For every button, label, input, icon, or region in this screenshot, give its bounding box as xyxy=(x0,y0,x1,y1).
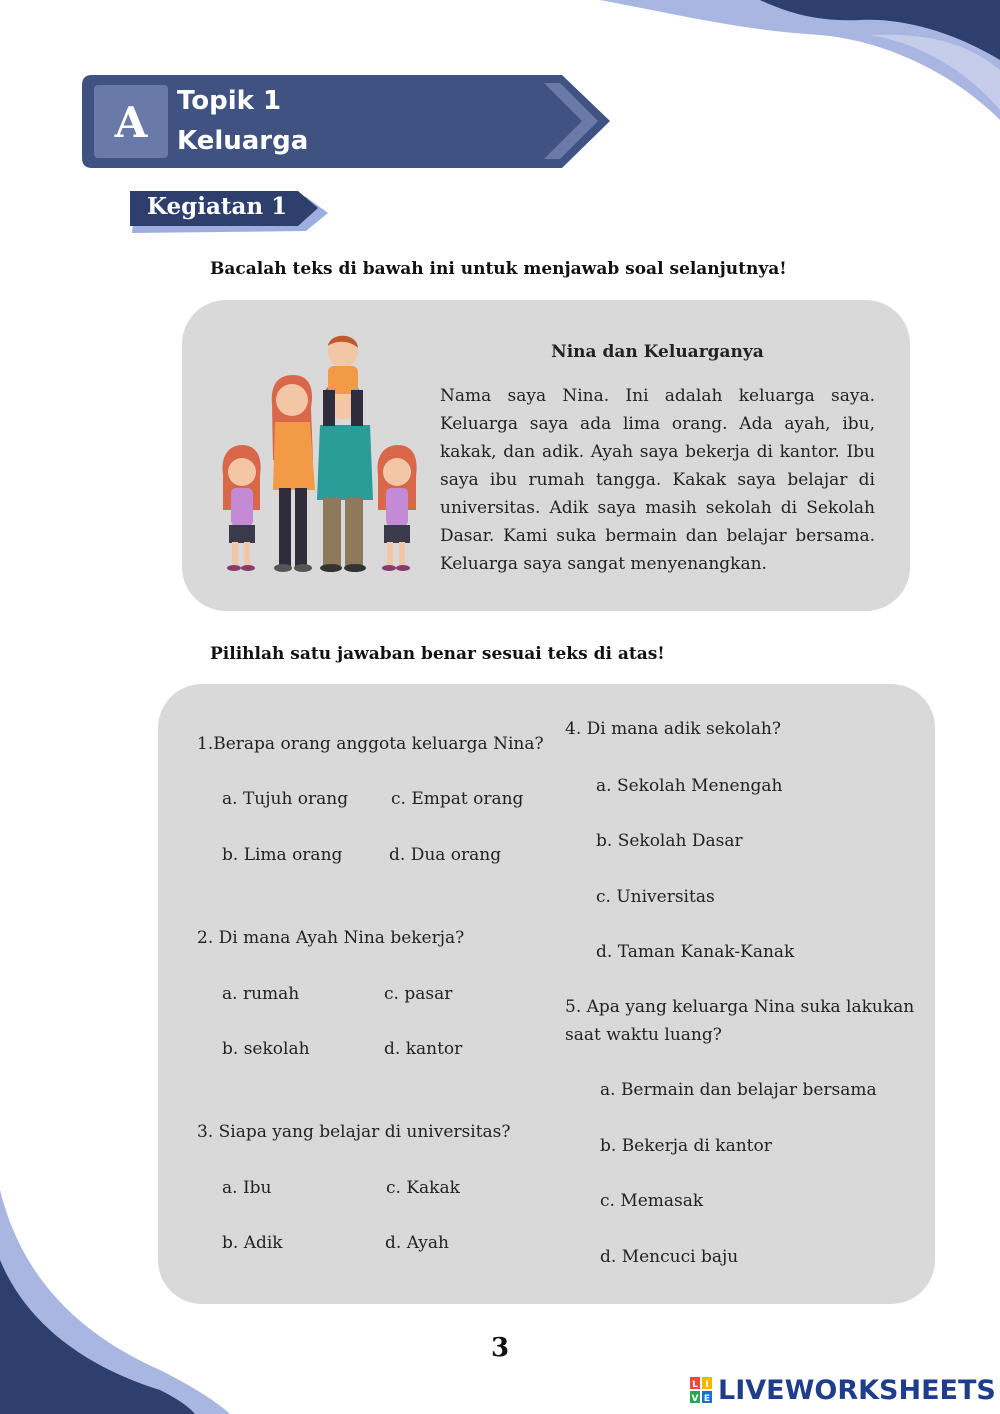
topic-title: Keluarga xyxy=(177,126,309,156)
icon-letter-e: E xyxy=(703,1394,711,1403)
question-3: 3. Siapa yang belajar di universitas? xyxy=(197,1122,511,1142)
story-text: Nama saya Nina. Ini adalah keluarga saya. Keluarga saya ada lima orang. Ada ayah, ibu, kakak, dan adik. Ayah saya bekerja di kantor. Ibu saya ibu rumah tangga. Kakak saya belajar di universitas. Adik saya masih sekolah di Sekolah Dasar. Kami suka bermain dan belajar bersama. Keluarga saya sangat menyenangkan. xyxy=(440,386,875,574)
q5-option-c[interactable]: c. Memasak xyxy=(600,1191,704,1211)
question-5-line-1: 5. Apa yang keluarga Nina suka lakukan xyxy=(565,997,915,1017)
q4-option-b[interactable]: b. Sekolah Dasar xyxy=(596,831,743,851)
liveworksheets-icon xyxy=(690,1377,712,1403)
q3-option-d[interactable]: d. Ayah xyxy=(385,1233,449,1253)
q2-option-a[interactable]: a. rumah xyxy=(222,984,300,1004)
icon-letter-i: I xyxy=(705,1380,709,1390)
q3-option-c[interactable]: c. Kakak xyxy=(386,1178,460,1198)
section-letter: A xyxy=(114,97,148,147)
q1-option-d[interactable]: d. Dua orang xyxy=(389,845,502,865)
liveworksheets-brand: LIVEWORKSHEETS xyxy=(718,1374,996,1406)
q1-option-a[interactable]: a. Tujuh orang xyxy=(222,789,349,809)
q4-option-c[interactable]: c. Universitas xyxy=(596,887,715,907)
q5-option-d[interactable]: d. Mencuci baju xyxy=(600,1247,739,1267)
question-4: 4. Di mana adik sekolah? xyxy=(565,719,781,739)
icon-letter-v: V xyxy=(691,1394,699,1403)
page-number: 3 xyxy=(490,1333,510,1363)
q2-option-c[interactable]: c. pasar xyxy=(384,984,453,1004)
question-1: 1.Berapa orang anggota keluarga Nina? xyxy=(197,734,544,754)
question-5-line-2: saat waktu luang? xyxy=(565,1025,722,1045)
girl-right-figure xyxy=(377,445,416,571)
reading-instruction: Bacalah teks di bawah ini untuk menjawab soal selanjutnya! xyxy=(210,259,787,279)
q2-option-b[interactable]: b. sekolah xyxy=(222,1039,310,1059)
q2-option-d[interactable]: d. kantor xyxy=(384,1039,463,1059)
girl-left-figure xyxy=(222,445,260,571)
q3-option-b[interactable]: b. Adik xyxy=(222,1233,283,1253)
q1-option-b[interactable]: b. Lima orang xyxy=(222,845,343,865)
q4-option-d[interactable]: d. Taman Kanak-Kanak xyxy=(596,942,795,962)
mother-figure xyxy=(272,375,315,572)
activity-label: Kegiatan 1 xyxy=(147,193,288,220)
liveworksheets-logo[interactable] xyxy=(690,1373,996,1407)
family-illustration xyxy=(215,330,425,580)
q1-option-c[interactable]: c. Empat orang xyxy=(391,789,524,809)
story-title: Nina dan Keluarganya xyxy=(551,342,764,362)
quiz-instruction: Pilihlah satu jawaban benar sesuai teks di atas! xyxy=(210,644,665,664)
icon-letter-l: L xyxy=(692,1380,698,1390)
question-2: 2. Di mana Ayah Nina bekerja? xyxy=(197,928,465,948)
q3-option-a[interactable]: a. Ibu xyxy=(222,1178,272,1198)
topic-number: Topik 1 xyxy=(177,86,282,116)
q4-option-a[interactable]: a. Sekolah Menengah xyxy=(596,776,783,796)
q5-option-b[interactable]: b. Bekerja di kantor xyxy=(600,1136,772,1156)
q5-option-a[interactable]: a. Bermain dan belajar bersama xyxy=(600,1080,877,1100)
